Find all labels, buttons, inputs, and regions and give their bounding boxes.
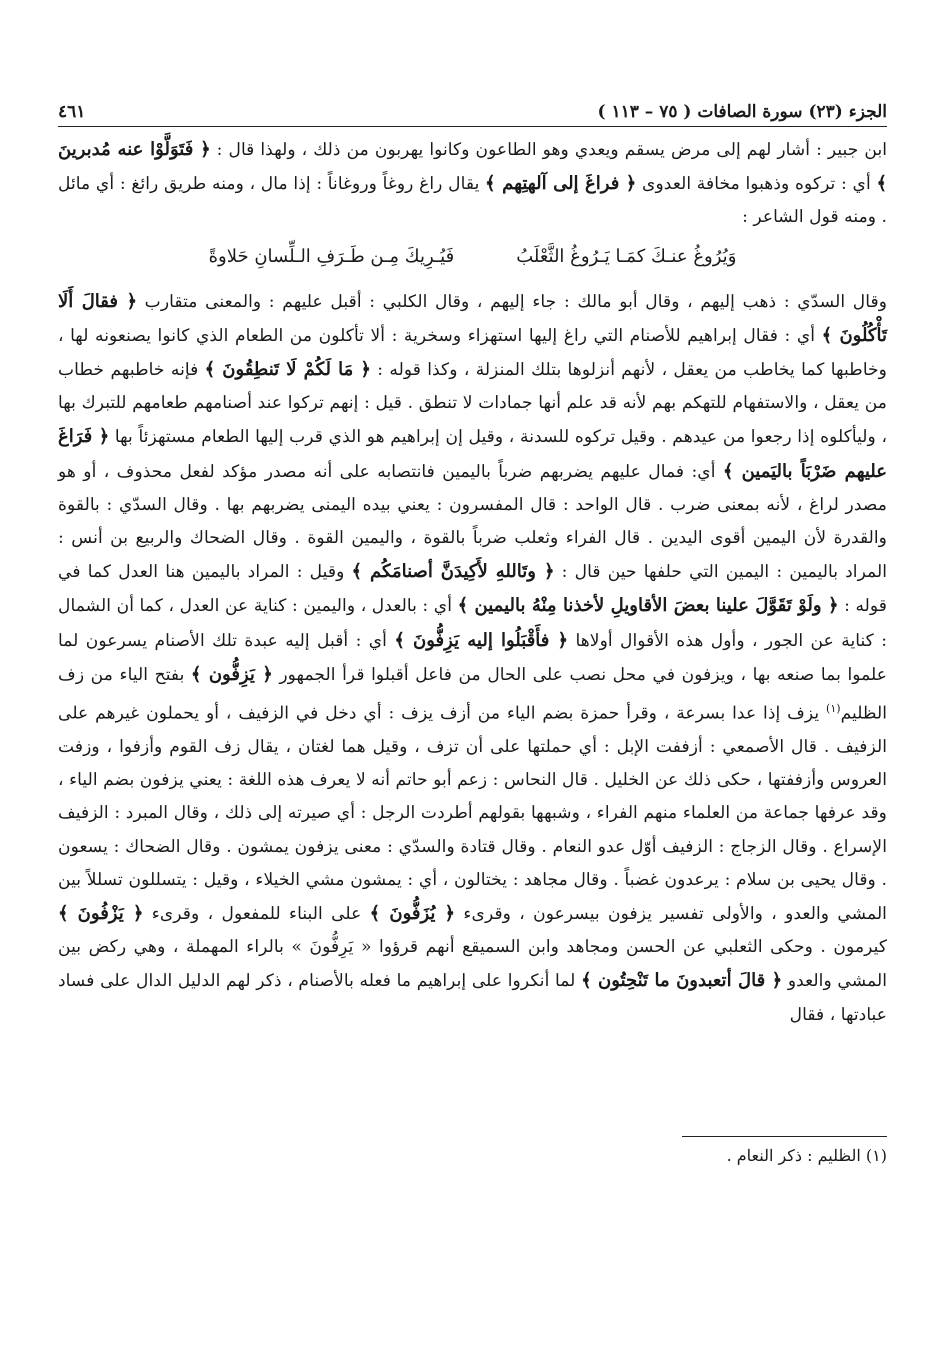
text-run: لما أنكروا على إبراهيم ما فعله بالأصنام ، ذكر لهم الدليل الدال على فساد عبادتها ، فقال [58,971,887,1025]
text-run: بفتح الياء من زف الظليم [58,664,887,724]
text-run: وقيل : المراد باليمين هنا العدل كما في قوله : [58,562,888,617]
text-run: كيرمون . وحكى الثعلبي عن الحسن ومجاهد وابن السميقع أنهم قرؤوا « يَرِفُّونَ » بالراء المهملة ، وهي ركض بين المشي والعدو [58,937,887,992]
text-run: يزف إذا عدا بسرعة ، وقرأ حمزة بضم الياء من أزف يزف : أي دخل في الزفيف ، أو يحملون غيرهم على الزفيف . قال الأصمعي : أزففت الإبل : أي حملتها على أن تزف ، وقيل هما لغتان ، يقال زف القوم وأزفوا ، وزفت العروس وأزففتها ، حكى ذلك عن الخليل . قال النحاس : زعم أبو حاتم أنه لا يعرف هذه اللغة : يعني يزفون بضم الياء ، وقد عرفها جماعة من العلماء منهم الفراء ، وشبهها بقولهم أطردت الرجل : أي صيرته إلى ذلك ، وقال المبرد : الزفيف الإسراع . وقال الزجاج : الزفيف أوّل عدو النعام . وقال قتادة والسدّي : معنى يزفون يمشون . وقال الضحاك : يسعون . وقال يحيى بن سلام : يرعدون غضباً . وقال مجاهد : يختالون ، أي : يمشون مشي الخيلاء ، وقيل : يتسللون تسللاً بين المشي والعدو ، والأولى تفسير يزفون بيسرعون ، وقرىء [58,703,887,924]
footnote-marker: (١) [826,702,841,716]
paragraph [58,285,887,1032]
quran-quote: ﴿ يَزِفُّون ﴾ [190,663,273,685]
text-run: على البناء للمفعول ، وقرىء [143,904,370,924]
text-run: ابن جبير : أشار لهم إلى مرض يسقم ويعدي وهو الطاعون وكانوا يهربون من ذلك ، ولهذا قال : [210,140,888,160]
verse-hemistich-2: وَيُرُوغُ عنـكَ كمَـا يَـرُوغُ الثَّعْلَبُ [516,245,737,267]
quran-quote: ﴿ مَا لَكُمْ لَا تَنطِقُونَ ﴾ [204,359,371,381]
quran-quote: ﴿ فَتَوَلَّوْا عنه مُدبرينَ ﴾ [58,139,887,195]
quran-quote: ﴿ يُزَفُّونَ ﴾ [369,903,456,924]
quran-quote: ﴿ فَرَاغَ عليهم ضَرْبَاً باليَمين ﴾ [58,426,887,482]
text-run: فإنه خاطبهم خطاب من يعقل ، والاستفهام للتهكم بهم لأنه قد علم أنها جمادات لا تنطق . قيل : إنهم تركوا عند أصنامهم طعامهم للتبرك بها ، وليأكلوه إذا رجعوا من عيدهم . وقيل تركوه للسدنة ، وقيل إن إبراهيم هو الذي قرب إليها الطعام مستهزئاً بها [58,360,888,448]
footnote: (١) الظليم : ذكر النعام . [726,1146,887,1165]
poetry-verse [58,239,887,275]
footnote-divider [682,1136,887,1137]
quran-quote: ﴿ فأَقْبَلُوا إليه يَزِفُّونَ ﴾ [394,629,569,651]
text-run: أي: فمال عليهم يضربهم ضرباً باليمين فانتصابه على أنه مصدر مؤكد لفعل محذوف ، أو هو مصدر لراغ ، لأنه بمعنى ضرب . قال الواحد : قال المفسرون : يعني بيده اليمنى يضربهم بها . وقال السدّي : بالقوة والقدرة لأن اليمين أقوى اليدين . قال الفراء وثعلب ضرباً بالقوة ، واليمين القوة . وقال الضحاك والربيع بن أنس : المراد باليمين : اليمين التي حلفها حين قال : [58,461,888,583]
text-run: أي : بالعدل ، واليمين : كناية عن العدل ، كما أن الشمال : كناية عن الجور ، وأول هذه الأقوال أولاها [58,596,888,651]
quran-quote: ﴿ ولَوْ تَقَوَّلَ علينا بعضَ الأقاويلِ لأخذنا مِنْهُ باليمين ﴾ [457,595,839,617]
quran-quote: ﴿ يَزْفُونَ ﴾ [58,903,144,924]
verse-hemistich-1: فَيُـرِيكَ مِـن طَـرَفِ الـلِّسانِ حَلاوةً [208,245,455,267]
commentary-text [58,133,887,1032]
chapter-title: الجزء (٢٣) سورة الصافات ( ٧٥ – ١١٣ ) [597,102,887,122]
quran-quote: ﴿ قالَ أتعبدونَ ما تَنْحِتُون ﴾ [581,970,783,992]
text-run: أي : تركوه وذهبوا مخافة العدوى [636,174,877,195]
running-header [58,88,887,127]
book-page [58,88,887,1370]
text-run: وقال السدّي : ذهب إليهم ، وقال أبو مالك : جاء إليهم ، وقال الكلبي : أقبل عليهم : والمعنى متقارب [137,291,887,312]
text-run: أي : أقبل إليه عبدة تلك الأصنام يسرعون لما علموا بما صنعه بها ، ويزفون في محل نصب على الحال من فاعل أقبلوا قرأ الجمهور [58,630,887,685]
page-number: ٤٦١ [58,102,86,122]
text-run: يقال راغ روغاً وروغاناً : إذا مال ، ومنه طريق رائغ : أي مائل . ومنه قول الشاعر : [58,174,887,228]
quran-quote: ﴿ فراغَ إلى آلهتِهم ﴾ [485,173,637,195]
quran-quote: ﴿ فقالَ أَلَا تَأْكُلُونَ ﴾ [58,290,887,346]
text-run: أي : فقال إبراهيم للأصنام التي راغ إليها استهزاء وسخرية : ألا تأكلون من الطعام الذي كانوا يصنعونه لها ، وخاطبها كما يخاطب من يعقل ، لأنهم أنزلوها بتلك المنزلة ، وكذا قوله : [58,325,887,381]
paragraph [58,133,887,235]
quran-quote: ﴿ وتَاللهِ لأَكِيدَنَّ أصنامَكُم ﴾ [351,561,555,583]
